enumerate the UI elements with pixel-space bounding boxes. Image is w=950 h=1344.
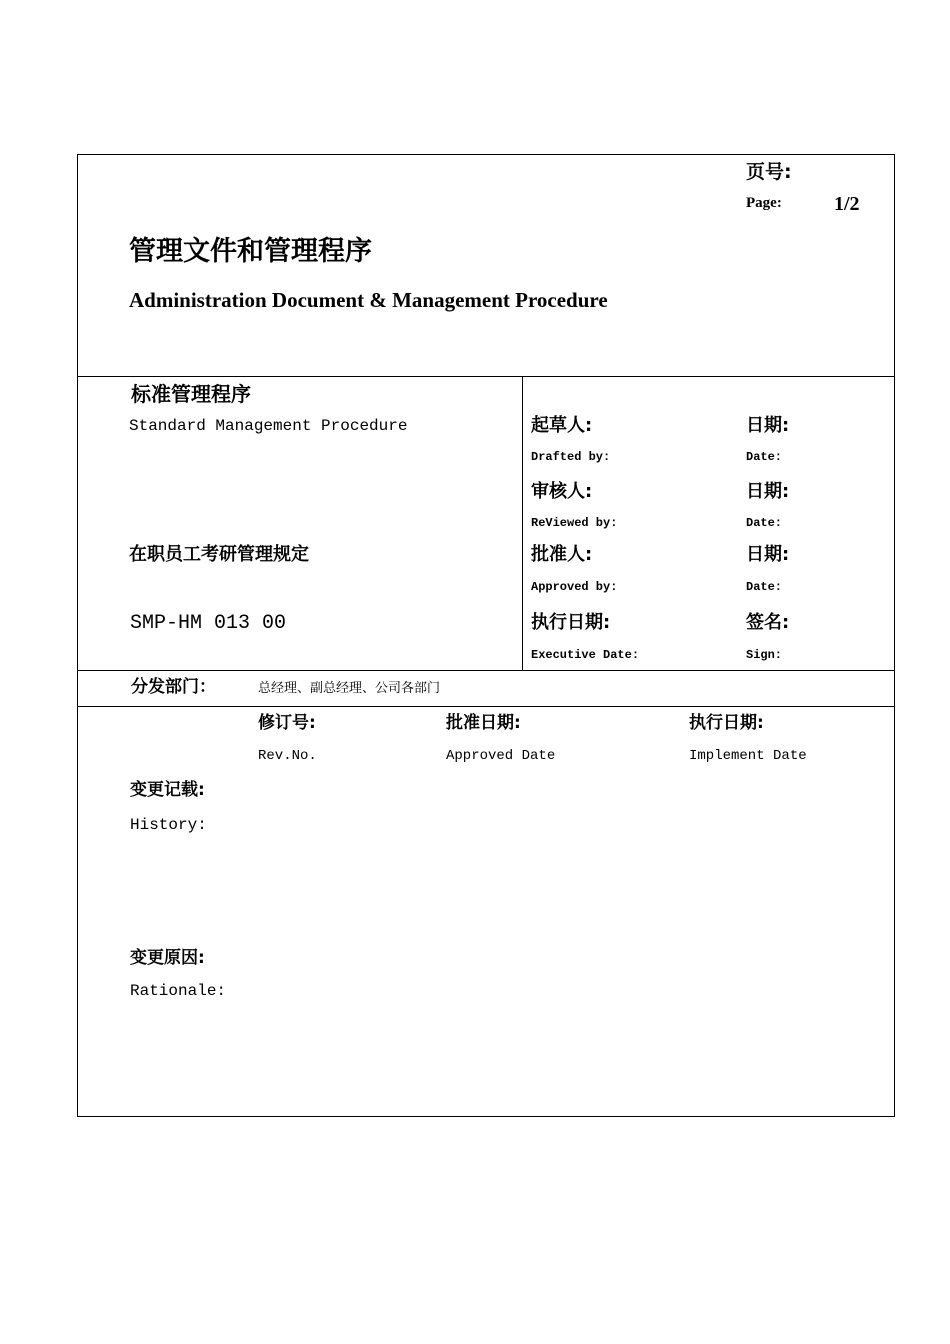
page-number: 1/2 (834, 193, 860, 215)
procedure-category-en: Standard Management Procedure (129, 417, 408, 435)
executive-date-cn: 执行日期: (531, 612, 611, 633)
sign-cn: 签名: (746, 612, 790, 633)
reviewed-date-cn: 日期: (746, 481, 790, 502)
page-label-en: Page: (746, 195, 782, 211)
approved-date-en: Date: (746, 580, 783, 594)
sign-en: Sign: (746, 648, 783, 662)
page-title-en: Administration Document & Management Procedure (129, 288, 608, 312)
distribution-label: 分发部门： (131, 677, 216, 697)
executive-date-en: Executive Date: (531, 648, 640, 662)
procedure-name-cn: 在职员工考研管理规定 (129, 544, 309, 565)
divider-distribution-bottom (77, 706, 895, 707)
approved-date-cn: 日期: (746, 544, 790, 565)
history-en: History: (130, 816, 207, 834)
drafted-by-en: Drafted by: (531, 450, 611, 464)
rev-no-en: Rev.No. (258, 748, 317, 764)
drafted-date-en: Date: (746, 450, 783, 464)
implement-date-en: Implement Date (689, 748, 807, 764)
implement-date-cn: 执行日期: (689, 713, 764, 733)
approved-by-en: Approved by: (531, 580, 618, 594)
rationale-cn: 变更原因: (130, 948, 205, 968)
drafted-date-cn: 日期: (746, 415, 790, 436)
reviewed-by-cn: 审核人: (531, 481, 593, 502)
procedure-category-cn: 标准管理程序 (131, 382, 251, 406)
divider-distribution-top (77, 670, 895, 671)
history-cn: 变更记载: (130, 780, 205, 800)
reviewed-by-en: ReViewed by: (531, 516, 618, 530)
divider-header (77, 376, 895, 377)
approved-date-header-en: Approved Date (446, 748, 556, 764)
page-title-cn: 管理文件和管理程序 (129, 236, 372, 267)
approved-by-cn: 批准人: (531, 544, 593, 565)
distribution-value: 总经理、副总经理、公司各部门 (258, 680, 441, 695)
divider-column (522, 376, 523, 670)
rev-no-cn: 修订号: (258, 713, 316, 733)
rationale-en: Rationale: (130, 982, 227, 1000)
approved-date-header-cn: 批准日期: (446, 713, 521, 733)
reviewed-date-en: Date: (746, 516, 783, 530)
page-label-cn: 页号: (746, 161, 792, 183)
procedure-code: SMP-HM 013 00 (130, 612, 287, 635)
drafted-by-cn: 起草人: (531, 415, 593, 436)
